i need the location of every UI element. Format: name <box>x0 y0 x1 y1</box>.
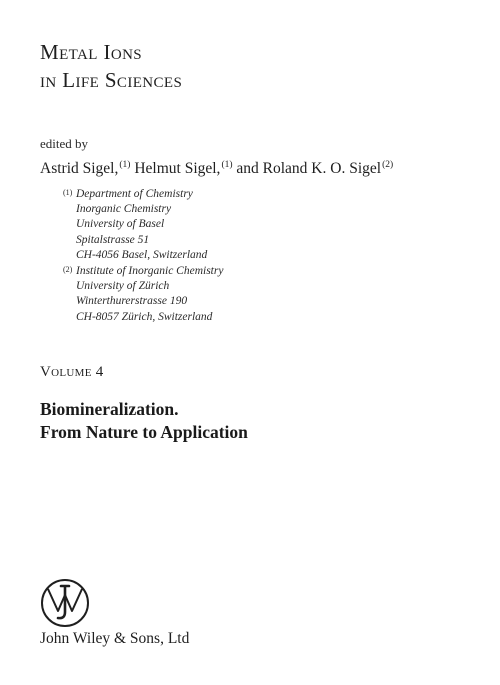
affiliation-mark: (1) <box>63 188 73 197</box>
affiliation-basel <box>63 187 208 263</box>
book-title <box>40 398 248 444</box>
publisher-name: John Wiley & Sons, Ltd <box>40 630 190 647</box>
affiliation-line: Department of Chemistry <box>76 188 193 200</box>
editor-name: Roland K. O. Sigel <box>262 160 382 177</box>
editor-name: Astrid Sigel, <box>40 160 119 177</box>
affiliation-mark: (2) <box>63 265 73 274</box>
editor-affiliation-mark: (2) <box>382 160 394 170</box>
affiliation-line: Inorganic Chemistry <box>76 203 172 216</box>
affiliation-line: Winterthurerstrasse 190 <box>76 295 188 308</box>
volume-label: Volume 4 <box>40 364 104 380</box>
affiliation-line: University of Basel <box>76 218 165 231</box>
editor-affiliation-mark: (1) <box>119 160 131 170</box>
affiliation-line: CH-4056 Basel, Switzerland <box>76 248 208 261</box>
affiliation-line: Institute of Inorganic Chemistry <box>76 265 224 277</box>
editor-name: Helmut Sigel, <box>134 160 221 177</box>
series-title <box>40 38 182 94</box>
series-title-line-1: Metal Ions <box>40 40 143 64</box>
book-title-line-2: From Nature to Application <box>40 422 248 442</box>
affiliation-line: University of Zürich <box>76 280 170 293</box>
affiliation-line: Spitalstrasse 51 <box>76 233 150 246</box>
affiliation-zurich <box>63 264 224 325</box>
editors-line <box>40 160 393 178</box>
editors-conjunction: and <box>236 160 259 177</box>
series-title-line-2: in Life Sciences <box>40 68 183 92</box>
affiliation-line: CH-8057 Zürich, Switzerland <box>76 310 213 323</box>
wiley-logo-icon <box>40 578 90 628</box>
editor-affiliation-mark: (1) <box>221 160 233 170</box>
edited-by-label: edited by <box>40 136 89 151</box>
book-title-line-1: Biomineralization. <box>40 399 179 419</box>
